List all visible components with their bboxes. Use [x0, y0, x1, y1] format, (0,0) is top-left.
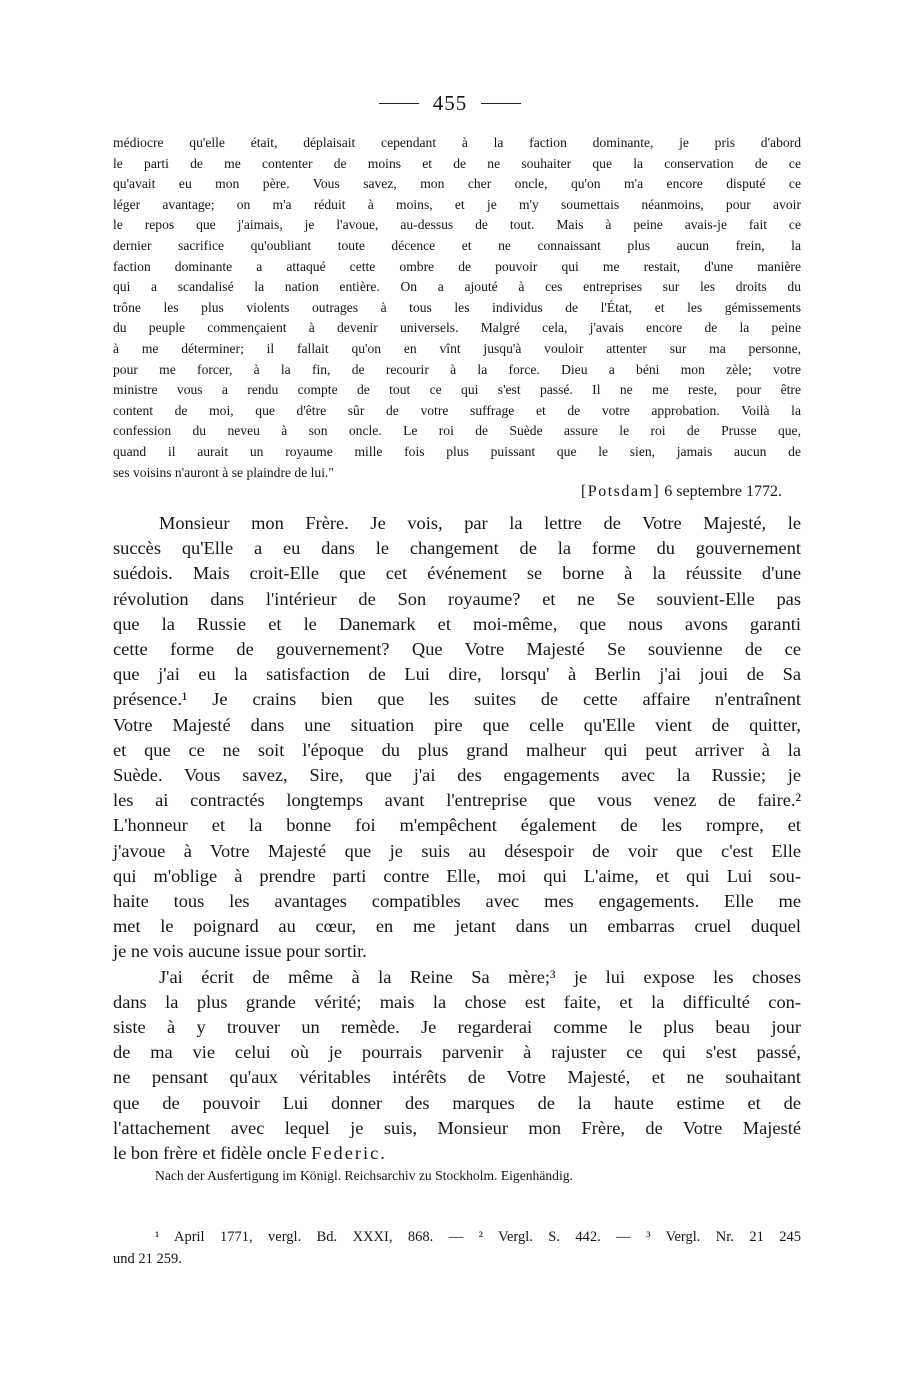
excerpt-line: ses voisins n'auront à se plaindre de lui."	[113, 464, 334, 480]
excerpt-line: le repos que j'aimais, je l'avoue, au-dessus de tout. Mais à peine avais-je fait ce	[113, 217, 801, 233]
letter-excerpt	[113, 133, 801, 483]
footnotes	[113, 1226, 801, 1270]
letter-line: de ma vie celui où je pourrais parvenir à rajuster ce qui s'est passé,	[113, 1042, 801, 1063]
letter-line: cette forme de gouvernement? Que Votre Majesté Se souvienne de ce	[113, 639, 801, 660]
excerpt-line: qui a scandalisé la nation entière. On a ajouté à ces entreprises sur les droits du	[113, 279, 801, 295]
page-header	[0, 90, 900, 116]
letter-line: Monsieur mon Frère. Je vois, par la lettre de Votre Majesté, le	[159, 513, 801, 533]
excerpt-line: ministre vous a rendu compte de tout ce qui s'est passé. Il ne me reste, pour être	[113, 382, 801, 398]
letter-line: que j'ai eu la satisfaction de Lui dire, lorsqu' à Berlin j'ai joui de Sa	[113, 664, 801, 685]
excerpt-line: trône les plus violents outrages à tous les individus de l'État, et les gémissements	[113, 299, 801, 315]
excerpt-line: quand il aurait un royaume mille fois plus puissant que le sien, jamais aucun de	[113, 443, 801, 459]
dateline-place: [Potsdam]	[580, 483, 661, 500]
letter-line: suédois. Mais croit-Elle que cet événement se borne à la réussite d'une	[113, 563, 801, 584]
letter-line: révolution dans l'intérieur de Son royaume? et ne Se souvient-Elle pas	[113, 588, 801, 609]
letter-line: j'avoue à Votre Majesté que je suis au désespoir de voir que c'est Elle	[113, 840, 801, 861]
letter-line: ne pensant qu'aux véritables intérêts de Votre Majesté, et ne souhaitant	[113, 1067, 801, 1088]
letter-line: je ne vois aucune issue pour sortir.	[113, 941, 367, 962]
letter-line: qui m'oblige à prendre parti contre Elle, moi qui L'aime, et qui Lui sou-	[113, 865, 801, 886]
excerpt-line: qu'avait eu mon père. Vous savez, mon cher oncle, qu'on m'a encore disputé ce	[113, 176, 801, 192]
excerpt-line: faction dominante a attaqué cette ombre de pouvoir qui me restait, d'une manière	[113, 258, 801, 274]
letter-line: Votre Majesté dans une situation pire que celle qu'Elle vient de quitter,	[113, 714, 801, 735]
closing-formula: le bon frère et fidèle oncle	[113, 1143, 307, 1164]
dateline-date: 6 septembre 1772.	[660, 483, 782, 500]
letter-line: met le poignard au cœur, en me jetant dans un embarras cruel duquel	[113, 916, 801, 937]
footnote-line: ¹ April 1771, vergl. Bd. XXXI, 868. — ² Vergl. S. 442. — ³ Vergl. Nr. 21 245	[155, 1229, 801, 1245]
page-number: 455	[432, 90, 468, 115]
letter-line: succès qu'Elle a eu dans le changement de la forme du gouvernement	[113, 538, 801, 559]
excerpt-line: content de moi, que d'être sûr de votre suffrage et de votre approbation. Voilà la	[113, 402, 801, 418]
header-rule-left	[379, 103, 419, 104]
letter-line: J'ai écrit de même à la Reine Sa mère;³ je lui expose les choses	[159, 966, 801, 987]
footnote-line: und 21 259.	[113, 1251, 182, 1267]
excerpt-line: pour me forcer, à la fin, de recourir à la force. Dieu a béni mon zèle; votre	[113, 361, 801, 377]
excerpt-line: médiocre qu'elle était, déplaisait cependant à la faction dominante, je pris d'abord	[113, 135, 801, 150]
excerpt-line: à me déterminer; il fallait qu'on en vînt jusqu'à vouloir attenter sur ma personne,	[113, 340, 801, 356]
letter-line: que de pouvoir Lui donner des marques de la haute estime et de	[113, 1092, 801, 1113]
letter-line: dans la plus grande vérité; mais la chose est faite, et la difficulté con-	[113, 991, 801, 1012]
letter-body	[113, 511, 801, 1166]
excerpt-line: léger avantage; on m'a réduit à moins, et je m'y soumettais néanmoins, pour avoir	[113, 196, 801, 212]
letter-line: siste à y trouver un remède. Je regarderai comme le plus beau jour	[113, 1017, 801, 1038]
signature: Federic.	[311, 1143, 387, 1164]
letter-line: Suède. Vous savez, Sire, que j'ai des engagements avec la Russie; je	[113, 765, 801, 786]
excerpt-line: dernier sacrifice qu'oubliant toute décence et ne connaissant plus aucun frein, la	[113, 237, 801, 253]
excerpt-line: le parti de me contenter de moins et de ne souhaiter que la conservation de ce	[113, 155, 801, 171]
excerpt-line: du peuple commençaient à devenir universels. Malgré cela, j'avais encore de la peine	[113, 320, 801, 336]
letter-line: les ai contractés longtemps avant l'entreprise que vous venez de faire.²	[113, 790, 801, 811]
letter-line: L'honneur et la bonne foi m'empêchent également de les rompre, et	[113, 815, 801, 836]
letter-line: l'attachement avec lequel je suis, Monsieur mon Frère, de Votre Majesté	[113, 1117, 801, 1138]
source-note: Nach der Ausfertigung im Königl. Reichsarchiv zu Stockholm. Eigenhändig.	[155, 1168, 573, 1183]
dateline	[581, 483, 782, 501]
letter-line: présence.¹ Je crains bien que les suites de cette affaire n'entraînent	[113, 689, 801, 710]
letter-line: que la Russie et le Danemark et moi-même, que nous avons garanti	[113, 613, 801, 634]
closing-line	[113, 1141, 801, 1166]
header-rule-right	[481, 103, 521, 104]
letter-line: haite tous les avantages compatibles avec mes engagements. Elle me	[113, 891, 801, 912]
letter-line: et que ce ne soit l'époque du plus grand malheur qui peut arriver à la	[113, 739, 801, 760]
excerpt-line: confession du neveu à son oncle. Le roi de Suède assure le roi de Prusse que,	[113, 423, 801, 439]
